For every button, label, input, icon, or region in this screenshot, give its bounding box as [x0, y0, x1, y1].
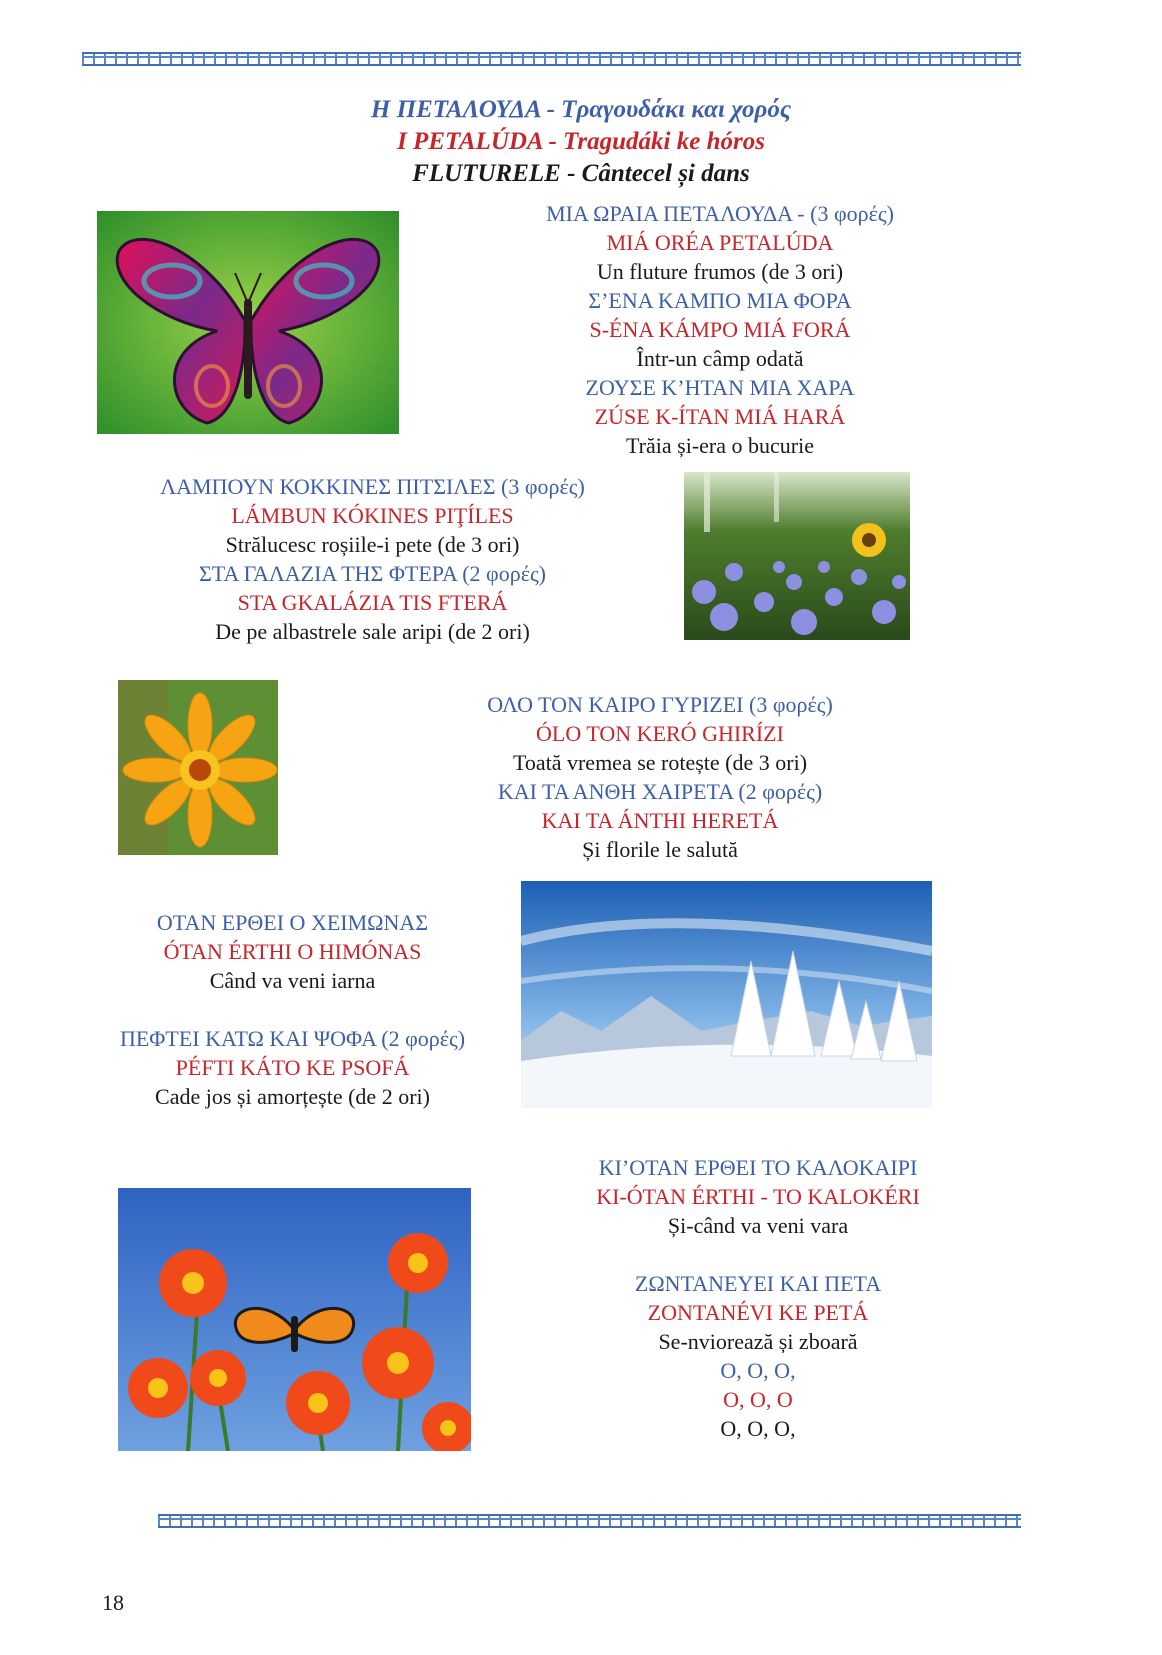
stanza-4-line-1-translit: ÓTAN ÉRTHI O HIMÓNAS: [163, 939, 422, 964]
stanza-4-line-2-romanian: Cade jos și amorțește (de 2 ori): [155, 1084, 430, 1109]
title-greek: Η ΠΕΤΑΛΟΥΔΑ - Τραγουδάκι και χορός: [370, 96, 792, 123]
stanza-4: [90, 908, 495, 1111]
stanza-4-line-2-greek: ΠΕΦΤΕΙ ΚΑΤΩ ΚΑΙ ΨΟΦΑ (2 φορές): [119, 1026, 466, 1051]
stanza-2-line-2-translit: STA GKALÁZIA TIS FTERÁ: [237, 590, 508, 615]
stanza-5-line-1-translit: KI-ÓTAN ÉRTHI - TO KALOKÉRI: [596, 1184, 920, 1209]
stanza-3-line-2-translit: KAI TA ÁNTHI HERETÁ: [541, 808, 779, 833]
stanza-3-line-1-greek: ΟΛΟ ΤΟΝ ΚΑΙΡΟ ΓΥΡΙΖΕΙ (3 φορές): [487, 692, 833, 717]
stanza-3: [440, 690, 880, 864]
title-transliteration: I PETALÚDA - Tragudáki ke hóros: [397, 128, 765, 155]
stanza-5-line-2-romanian: Se-nviorează și zboară: [658, 1329, 858, 1354]
top-meander-border: [82, 52, 1021, 66]
stanza-5: [538, 1153, 978, 1443]
stanza-1-line-1-greek: ΜΙΑ ΩΡΑΙΑ ΠΕΤΑΛΟΥΔΑ - (3 φορές): [546, 201, 894, 226]
flowers-butterfly-image: [118, 1188, 471, 1451]
stanza-4-line-1-greek: ΟΤΑΝ ΕΡΘΕΙ Ο ΧΕΙΜΩΝΑΣ: [156, 910, 429, 935]
stanza-5-line-3-translit: O, O, O: [723, 1387, 793, 1412]
butterfly-image: [97, 211, 399, 434]
stanza-3-line-2-romanian: Și florile le salută: [582, 837, 738, 862]
orange-flower-image: [118, 680, 278, 855]
stanza-1-line-1-romanian: Un fluture frumos (de 3 ori): [596, 259, 844, 284]
stanza-1: [500, 199, 940, 460]
stanza-2-line-1-greek: ΛΑΜΠΟΥΝ ΚΟΚΚΙΝΕΣ ΠΙΤΣΙΛΕΣ (3 φορές): [160, 474, 585, 499]
stanza-1-line-3-translit: ZÚSE K-ÍTAN MIÁ HARÁ: [594, 404, 846, 429]
stanza-5-line-3-romanian: O, O, O,: [720, 1416, 796, 1441]
winter-landscape-image: [521, 881, 932, 1108]
stanza-1-line-2-greek: Σ’ΕΝΑ ΚΑΜΠΟ ΜΙΑ ΦΟΡΑ: [588, 288, 852, 313]
stanza-2-line-1-romanian: Strălucesc roșiile-i pete (de 3 ori): [225, 532, 520, 557]
stanza-2-line-1-translit: LÁMBUN KÓKINES PIŢÍLES: [231, 503, 514, 528]
stanza-4-line-1-romanian: Când va veni iarna: [209, 968, 376, 993]
meadow-flowers-image: [684, 472, 910, 640]
stanza-5-line-3-greek: Ο, Ο, Ο,: [720, 1358, 796, 1383]
stanza-5-line-1-greek: ΚΙ’ΟΤΑΝ ΕΡΘΕΙ ΤΟ ΚΑΛΟΚΑΙΡΙ: [598, 1155, 918, 1180]
stanza-1-line-1-translit: MIÁ ORÉA PETALÚDA: [606, 230, 834, 255]
bottom-meander-border: [158, 1514, 1021, 1528]
stanza-3-line-1-translit: ÓLO TON KERÓ GHIRÍZI: [536, 721, 784, 746]
stanza-1-line-3-romanian: Trăia și-era o bucurie: [626, 433, 814, 458]
page-number: 18: [102, 1590, 124, 1615]
stanza-1-line-2-romanian: Într-un câmp odată: [636, 346, 804, 371]
stanza-5-line-2-translit: ZONTANÉVI KE PETÁ: [647, 1300, 869, 1325]
stanza-2-line-2-romanian: De pe albastrele sale aripi (de 2 ori): [215, 619, 530, 644]
stanza-5-line-1-romanian: Și-când va veni vara: [667, 1213, 849, 1238]
stanza-3-line-2-greek: ΚΑΙ ΤΑ ΑΝΘΗ ΧΑΙΡΕΤΑ (2 φορές): [497, 779, 823, 804]
stanza-1-line-3-greek: ΖΟΥΣΕ Κ’ΗΤΑΝ ΜΙΑ ΧΑΡΑ: [585, 375, 855, 400]
stanza-2: [140, 472, 605, 646]
stanza-4-line-2-translit: PÉFTI KÁTO KE PSOFÁ: [175, 1055, 410, 1080]
stanza-5-line-2-greek: ΖΩΝΤΑΝΕΥΕΙ ΚΑΙ ΠΕΤΑ: [634, 1271, 882, 1296]
title-romanian: FLUTURELE - Cântecel și dans: [412, 160, 750, 187]
stanza-3-line-1-romanian: Toată vremea se rotește (de 3 ori): [512, 750, 808, 775]
stanza-2-line-2-greek: ΣΤΑ ΓΑΛΑΖΙΑ ΤΗΣ ΦΤΕΡΑ (2 φορές): [198, 561, 546, 586]
stanza-1-line-2-translit: S-ÉNA KÁMPO MIÁ FORÁ: [589, 317, 851, 342]
